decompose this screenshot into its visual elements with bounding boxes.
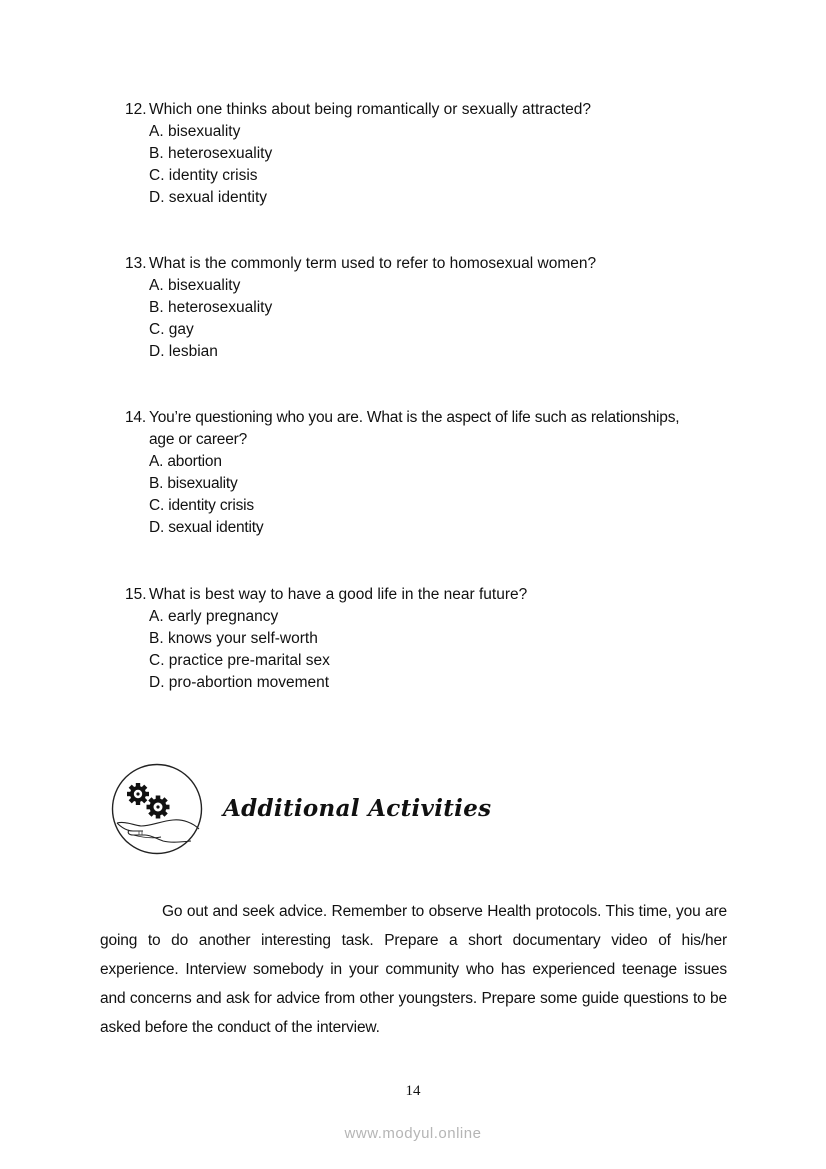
question-number: 15. xyxy=(125,586,147,603)
question-text: What is best way to have a good life in the near future? xyxy=(149,586,528,603)
option-c: C. practice pre-marital sex xyxy=(149,652,330,669)
option-b: B. knows your self-worth xyxy=(149,630,318,647)
option-b: B. bisexuality xyxy=(149,475,238,492)
option-c: C. gay xyxy=(149,321,194,338)
question-text-continued: age or career? xyxy=(149,431,248,448)
option-a: A. early pregnancy xyxy=(149,608,279,625)
question-15 xyxy=(125,584,527,694)
watermark: www.modyul.online xyxy=(344,1125,482,1142)
option-d: D. pro-abortion movement xyxy=(149,674,330,691)
option-d: D. sexual identity xyxy=(149,189,268,206)
activity-instructions xyxy=(100,897,727,1042)
question-stem xyxy=(125,584,527,606)
question-stem xyxy=(125,99,591,121)
section-title: Additional Activities xyxy=(223,795,492,822)
gears-in-hand-icon xyxy=(111,763,203,855)
question-number: 13. xyxy=(125,255,147,272)
option-a: A. bisexuality xyxy=(149,123,241,140)
question-text: What is the commonly term used to refer to homosexual women? xyxy=(149,255,597,272)
question-12 xyxy=(125,99,591,209)
paragraph-text: Go out and seek advice. Remember to observe Health protocols. This time, you are going to do another interesting task. Prepare a short documentary video of his/her experience. Interview somebody in your community who has experienced teenage issues and concerns and ask for advice from other youngsters. Prepare some guide questions to be asked before the conduct of the interview. xyxy=(100,903,727,1036)
question-13 xyxy=(125,253,596,363)
question-number: 14. xyxy=(125,409,146,426)
option-b: B. heterosexuality xyxy=(149,299,273,316)
question-stem xyxy=(125,253,596,275)
question-text: You’re questioning who you are. What is the aspect of life such as relationships, xyxy=(149,409,680,426)
question-14 xyxy=(125,407,679,539)
option-a: A. bisexuality xyxy=(149,277,241,294)
option-d: D. lesbian xyxy=(149,343,218,360)
question-text: Which one thinks about being romantically or sexually attracted? xyxy=(149,101,591,118)
option-d: D. sexual identity xyxy=(149,519,264,536)
option-c: C. identity crisis xyxy=(149,167,258,184)
option-a: A. abortion xyxy=(149,453,222,470)
page-number: 14 xyxy=(405,1083,421,1099)
question-number: 12. xyxy=(125,101,147,118)
option-b: B. heterosexuality xyxy=(149,145,273,162)
question-stem xyxy=(125,407,679,429)
option-c: C. identity crisis xyxy=(149,497,254,514)
